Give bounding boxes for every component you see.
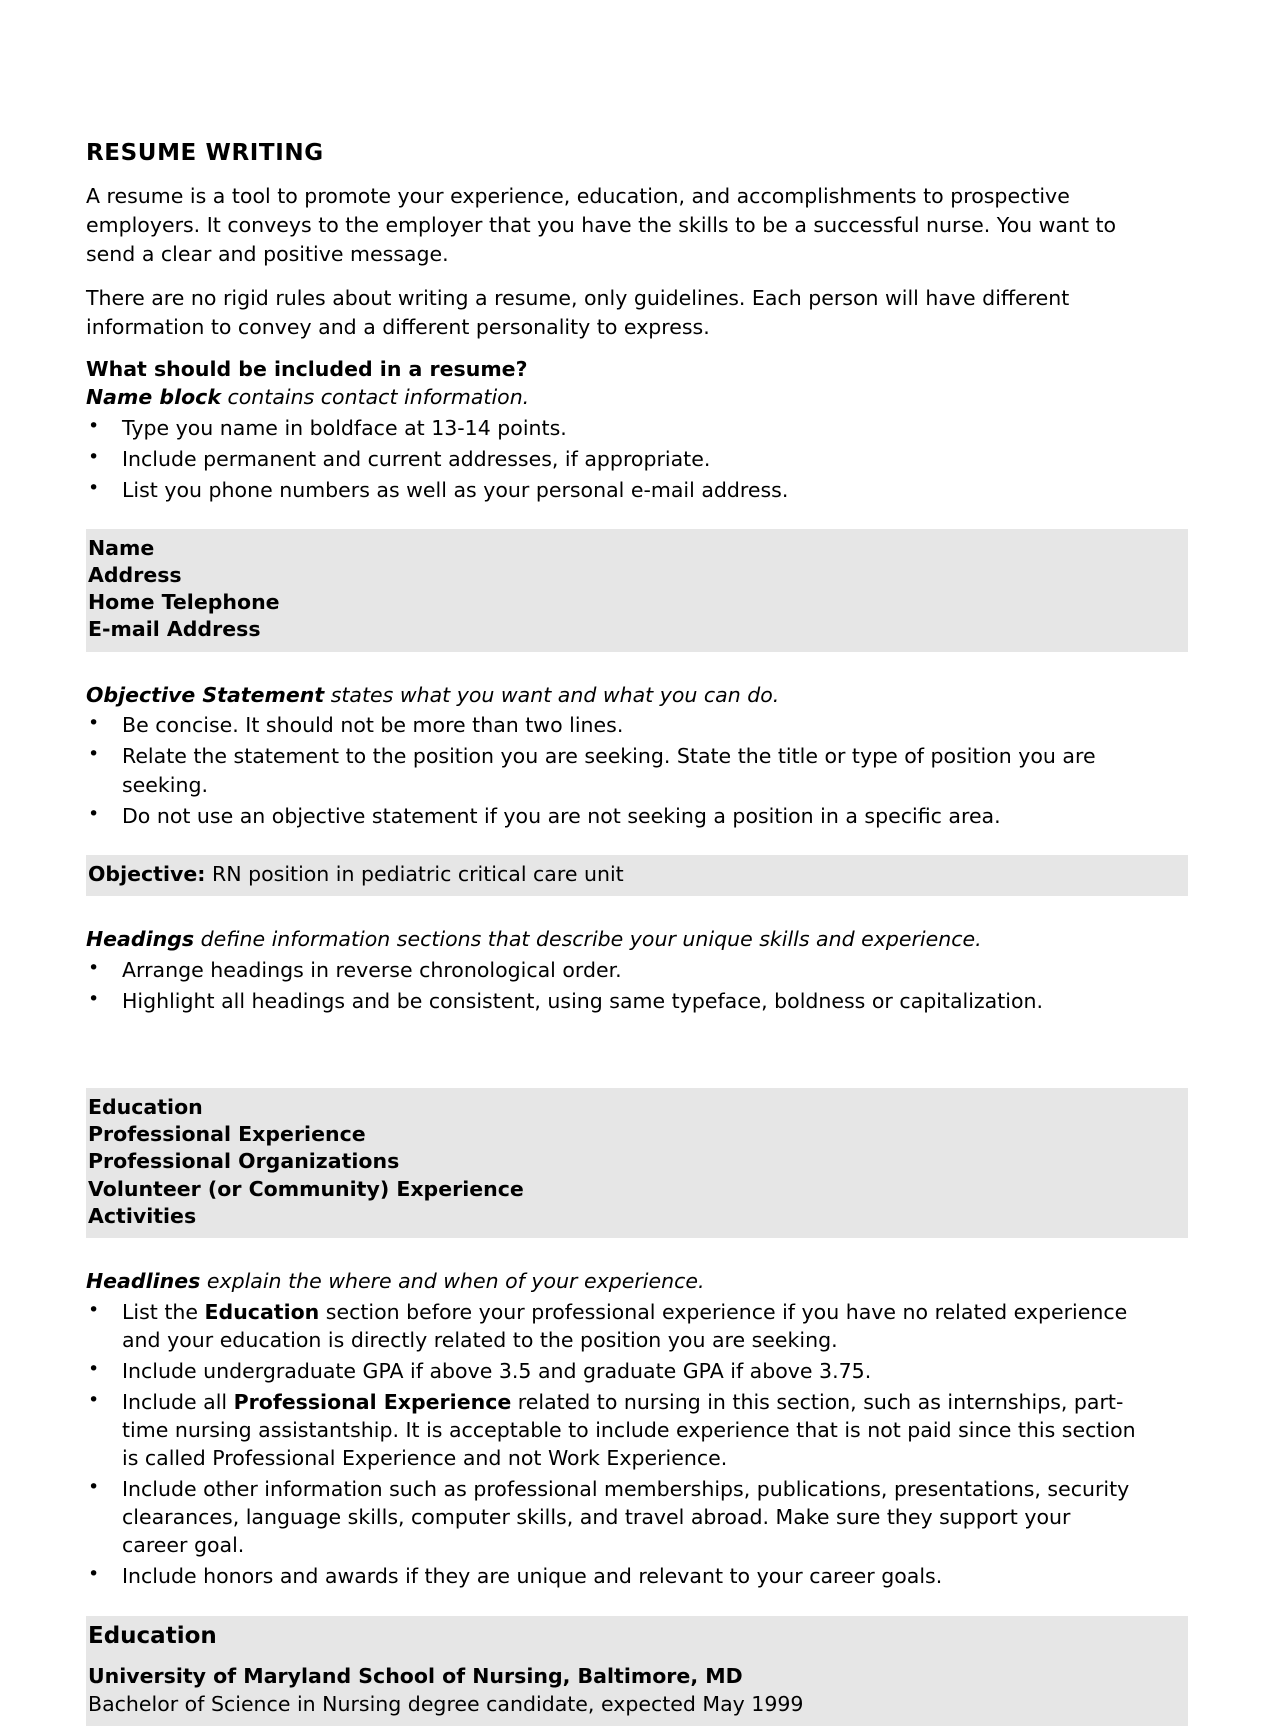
objective-example bbox=[86, 855, 1188, 896]
headlines-term: Headlines bbox=[86, 1269, 201, 1294]
objective-value: RN position in pediatric critical care unit bbox=[205, 861, 624, 886]
headlines-description: explain the where and when of your experience. bbox=[200, 1269, 705, 1294]
bullet-text-pre: List the bbox=[122, 1299, 205, 1324]
education-example bbox=[86, 1616, 1188, 1726]
name-block-description: contains contact information. bbox=[220, 384, 530, 409]
intro-paragraph-1: A resume is a tool to promote your experience, education, and accomplishments to prospective employers. It conveys to the employer that you have the skills to be a successful nurse. You want to send a clear and positive message. bbox=[86, 183, 1117, 267]
example-line bbox=[88, 861, 1180, 888]
list-item bbox=[86, 1388, 1138, 1472]
objective-statement-lead bbox=[86, 682, 1138, 710]
example-line: Education bbox=[88, 1094, 203, 1119]
headings-lead bbox=[86, 926, 1138, 954]
list-item bbox=[86, 1357, 1138, 1385]
objective-statement-bullets bbox=[86, 711, 1138, 829]
list-item: • List you phone numbers as well as your personal e-mail address. bbox=[86, 476, 1138, 504]
page-title: RESUME WRITING bbox=[86, 140, 324, 166]
bullet-text-pre: Include all bbox=[122, 1389, 234, 1414]
bullet-text-bold: Education bbox=[204, 1299, 320, 1324]
name-block-bullets bbox=[86, 414, 1138, 504]
headlines-lead bbox=[86, 1268, 1138, 1296]
headings-bullets bbox=[86, 956, 1138, 1015]
bullet-text-post: related to nursing in this section, such as internships, part-time nursing assistantship. It is acceptable to include experience that is not paid since this section is called Professional Experience and not Work Experience. bbox=[122, 1389, 1136, 1471]
example-line: Address bbox=[88, 562, 182, 587]
headlines-bullets bbox=[86, 1298, 1138, 1591]
spacer bbox=[86, 1594, 1138, 1616]
spacer bbox=[86, 833, 1138, 855]
list-item: • Arrange headings in reverse chronological order. bbox=[86, 956, 1138, 984]
spacer bbox=[86, 1238, 1138, 1268]
list-item: • Highlight all headings and be consistent, using same typeface, boldness or capitalization. bbox=[86, 987, 1138, 1015]
headings-example bbox=[86, 1088, 1188, 1238]
education-heading: Education bbox=[88, 1622, 217, 1649]
name-block-term: Name block bbox=[86, 384, 221, 409]
list-item: • Be concise. It should not be more than two lines. bbox=[86, 711, 1138, 739]
bullet-text-post: section before your professional experience if you have no related experience and your education is directly related to the position you are seeking. bbox=[122, 1299, 1128, 1352]
spacer bbox=[86, 1018, 1138, 1088]
headings-description: define information sections that describe your unique skills and experience. bbox=[194, 926, 982, 951]
list-item bbox=[86, 1475, 1138, 1559]
intro-paragraph-2: There are no rigid rules about writing a resume, only guidelines. Each person will have different information to convey and a different personality to express. bbox=[86, 285, 1070, 339]
example-line: Name bbox=[88, 535, 155, 560]
bullet-text-pre: Include honors and awards if they are unique and relevant to your career goals. bbox=[122, 1564, 943, 1589]
bullet-text-pre: Include undergraduate GPA if above 3.5 and graduate GPA if above 3.75. bbox=[122, 1358, 872, 1383]
list-item bbox=[86, 1298, 1138, 1354]
example-line: Home Telephone bbox=[88, 590, 280, 615]
name-block-example bbox=[86, 529, 1188, 652]
education-degree: Bachelor of Science in Nursing degree candidate, expected May 1999 bbox=[88, 1691, 804, 1716]
example-line: Activities bbox=[88, 1203, 197, 1228]
example-line: E-mail Address bbox=[88, 617, 261, 642]
objective-statement-description: states what you want and what you can do. bbox=[324, 682, 780, 707]
education-institution: University of Maryland School of Nursing, Baltimore, MD bbox=[88, 1664, 743, 1689]
list-item: • Relate the statement to the position you are seeking. State the title or type of position you are seeking. bbox=[86, 742, 1138, 798]
list-item bbox=[86, 1562, 1138, 1590]
name-block-lead bbox=[86, 384, 1138, 412]
question-heading: What should be included in a resume? bbox=[86, 357, 528, 382]
objective-label: Objective: bbox=[88, 861, 206, 886]
spacer bbox=[88, 1651, 1180, 1663]
headings-term: Headings bbox=[86, 926, 195, 951]
spacer bbox=[86, 652, 1138, 682]
list-item: • Include permanent and current addresses, if appropriate. bbox=[86, 445, 1138, 473]
objective-statement-term: Objective Statement bbox=[86, 682, 325, 707]
example-line: Volunteer (or Community) Experience bbox=[88, 1176, 524, 1201]
bullet-text-bold: Professional Experience bbox=[233, 1389, 512, 1414]
bullet-text-pre: Include other information such as professional memberships, publications, presentations, security clearances, language skills, computer skills, and travel abroad. Make sure they support your career goal. bbox=[122, 1477, 1130, 1558]
list-item: • Type you name in boldface at 13-14 points. bbox=[86, 414, 1138, 442]
spacer bbox=[86, 507, 1138, 529]
example-line: Professional Organizations bbox=[88, 1149, 400, 1174]
spacer bbox=[86, 896, 1138, 926]
list-item: • Do not use an objective statement if you are not seeking a position in a specific area. bbox=[86, 802, 1138, 830]
example-line: Professional Experience bbox=[88, 1122, 366, 1147]
document-body bbox=[86, 140, 1138, 1726]
